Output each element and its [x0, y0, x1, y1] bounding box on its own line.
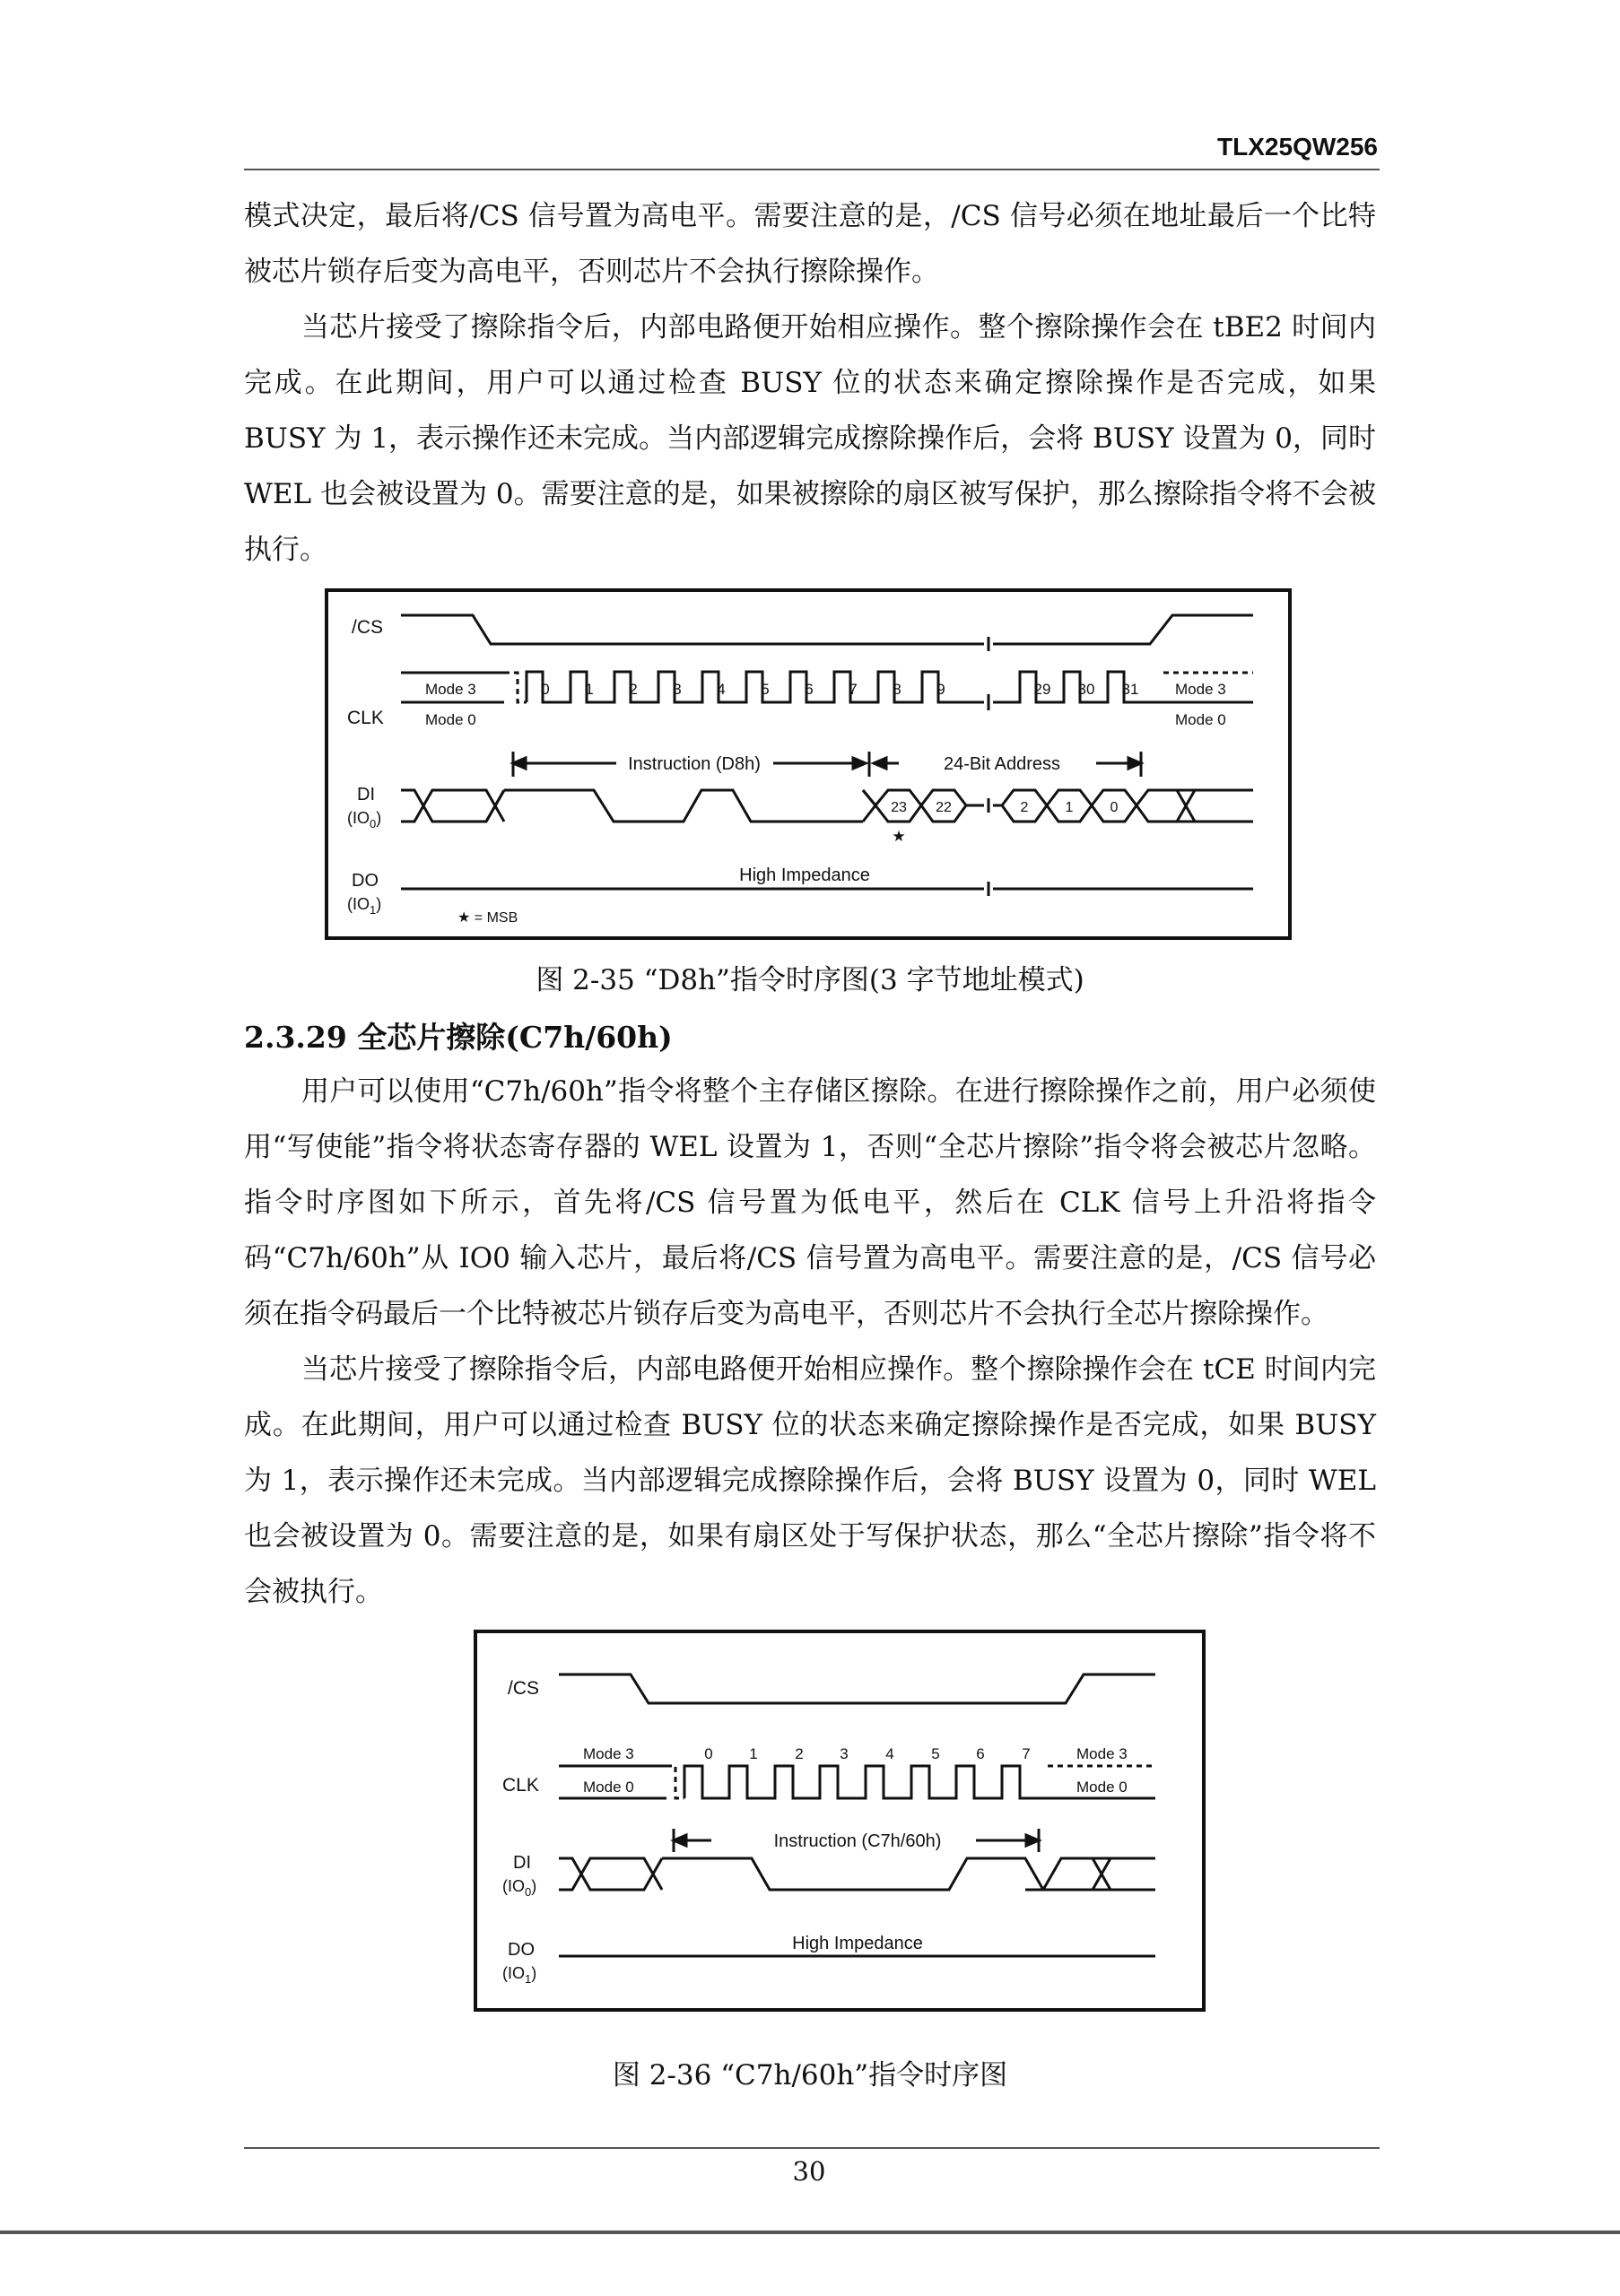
- cs-label: /CS: [508, 1678, 540, 1699]
- clk-waveform-1: [527, 672, 984, 702]
- clock-number: 5: [761, 681, 770, 698]
- clock-number: 3: [840, 1745, 849, 1762]
- clock-number: 0: [704, 1745, 713, 1762]
- clock-number: 1: [585, 681, 594, 698]
- clock-number: 31: [1121, 681, 1139, 698]
- figure-caption-1: 图 2-35 “D8h”指令时序图(3 字节地址模式): [536, 964, 1084, 996]
- header-rule: [244, 169, 1380, 170]
- clock-number: 1: [749, 1745, 758, 1762]
- page-bottom-border: [0, 2231, 1620, 2234]
- mode0-label-right: Mode 0: [1175, 711, 1226, 728]
- clock-number: 3: [673, 681, 682, 698]
- address-label: 24-Bit Address: [943, 754, 1061, 774]
- msb-star: ★: [892, 828, 906, 845]
- clock-number: 7: [1022, 1745, 1031, 1762]
- bit-label: 0: [1110, 800, 1119, 815]
- clock-number: 5: [931, 1745, 940, 1762]
- bit-label: 22: [936, 800, 952, 815]
- do-label: DO: [508, 1940, 535, 1960]
- mode0-label-right: Mode 0: [1076, 1779, 1128, 1796]
- mode0-label: Mode 0: [425, 711, 476, 728]
- paragraph-4: 当芯片接受了擦除指令后，内部电路便开始相应操作。整个擦除操作会在 tCE 时间内完成。在此期间，用户可以通过检查 BUSY 位的状态来确定擦除操作是否完成，如果 BUSY 为 1，表示操作还未完成。当内部逻辑完成擦除操作后，会将 BUSY 设置为 0，同时 WEL 也会被设置为 0。需要注意的是，如果有扇区处于写保护状态，那么“全芯片擦除”指令将不会被执行。: [244, 1353, 1376, 1608]
- timing-diagram-d8h: [325, 588, 1292, 940]
- clock-number: 2: [629, 681, 638, 698]
- high-impedance-label: High Impedance: [792, 1934, 923, 1953]
- clk-waveform-2: [684, 1766, 1048, 1798]
- clock-number: 30: [1077, 681, 1095, 698]
- clock-number: 0: [541, 681, 550, 698]
- footer-rule: [244, 2147, 1380, 2149]
- clock-number: 9: [936, 681, 945, 698]
- clock-number: 6: [805, 681, 814, 698]
- figure-caption-2: 图 2-36 “C7h/60h”指令时序图: [612, 2059, 1008, 2092]
- paragraph-2: 当芯片接受了擦除指令后，内部电路便开始相应操作。整个擦除操作会在 tBE2 时间内完成。在此期间，用户可以通过检查 BUSY 位的状态来确定擦除操作是否完成，如果 BUSY 为 1，表示操作还未完成。当内部逻辑完成擦除操作后，会将 BUSY 设置为 0，同时 WEL 也会被设置为 0。需要注意的是，如果被擦除的扇区被写保护，那么擦除指令将不会被执行。: [244, 311, 1376, 566]
- do-sub-label: $(IO_1)$: [347, 895, 382, 917]
- di-sub-label: $(IO_0)$: [347, 809, 382, 831]
- clock-number: 8: [893, 681, 901, 698]
- mode3-label: Mode 3: [583, 1745, 634, 1762]
- clock-number: 7: [849, 681, 858, 698]
- clock-number: 4: [717, 681, 726, 698]
- do-label: DO: [352, 871, 379, 891]
- bit-label: 2: [1020, 800, 1029, 815]
- do-sub-label: $(IO_1)$: [502, 1964, 537, 1986]
- section-heading: 2.3.29 全芯片擦除(C7h/60h): [244, 1020, 673, 1055]
- bit-label: 23: [891, 800, 907, 815]
- clock-number: 29: [1033, 681, 1051, 698]
- document-header-title: TLX25QW256: [1217, 133, 1378, 161]
- mode0-label: Mode 0: [583, 1779, 634, 1796]
- bit-label: 1: [1065, 800, 1074, 815]
- di-sub-label: $(IO_0)$: [502, 1877, 537, 1899]
- clock-number: 6: [976, 1745, 985, 1762]
- page-number: 30: [792, 2156, 826, 2187]
- clk-label: CLK: [347, 708, 384, 728]
- clock-number: 2: [795, 1745, 804, 1762]
- timing-diagram-c7h-60h: [474, 1630, 1206, 2012]
- mode3-label: Mode 3: [425, 681, 476, 698]
- di-label: DI: [513, 1853, 531, 1873]
- clock-number: 4: [885, 1745, 894, 1762]
- instruction-label: Instruction (C7h/60h): [773, 1831, 942, 1851]
- di-label: DI: [357, 785, 375, 804]
- mode3-label-right: Mode 3: [1175, 681, 1226, 698]
- msb-note: ★ = MSB: [457, 910, 518, 926]
- paragraph-1: 模式决定，最后将/CS 信号置为高电平。需要注意的是，/CS 信号必须在地址最后一个比特被芯片锁存后变为高电平，否则芯片不会执行擦除操作。: [244, 200, 1376, 288]
- instruction-label: Instruction (D8h): [628, 754, 761, 774]
- high-impedance-label: High Impedance: [739, 865, 870, 885]
- clk-label: CLK: [502, 1775, 539, 1796]
- cs-label: /CS: [352, 617, 384, 638]
- mode3-label-right: Mode 3: [1076, 1745, 1128, 1762]
- paragraph-3: 用户可以使用“C7h/60h”指令将整个主存储区擦除。在进行擦除操作之前，用户必须使用“写使能”指令将状态寄存器的 WEL 设置为 1，否则“全芯片擦除”指令将会被芯片忽略。指令时序图如下所示，首先将/CS 信号置为低电平，然后在 CLK 信号上升沿将指令码“C7h/60h”从 IO0 输入芯片，最后将/CS 信号置为高电平。需要注意的是，/CS 信号必须在指令码最后一个比特被芯片锁存后变为高电平，否则芯片不会执行全芯片擦除操作。: [244, 1075, 1376, 1330]
